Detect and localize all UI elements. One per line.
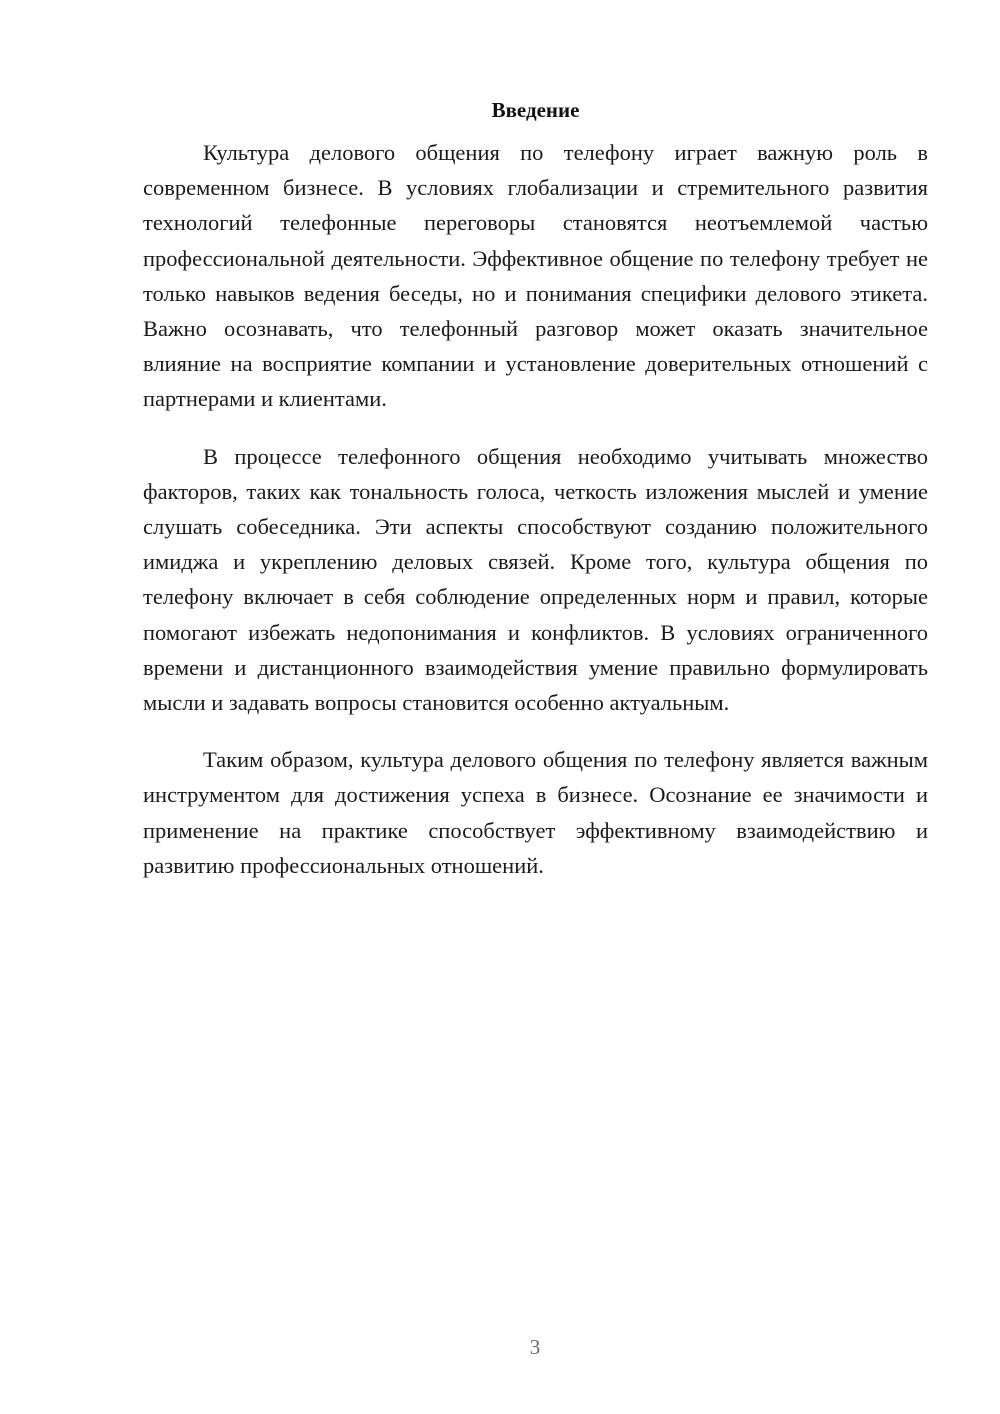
paragraph-3: Таким образом, культура делового общения по телефону является важным инструментом для достижения успеха в бизнесе. Осознание ее значимости и применение на практике способствует эффективному взаимодействию и развитию профессиональных отношений.: [143, 747, 928, 878]
paragraph-2: В процессе телефонного общения необходимо учитывать множество факторов, таких как тональность голоса, четкость изложения мыслей и умение слушать собеседника. Эти аспекты способствуют созданию положительного имиджа и укреплению деловых связей. Кроме того, культура общения по телефону включает в себя соблюдение определенных норм и правил, которые помогают избежать недопонимания и конфликтов. В условиях ограниченного времени и дистанционного взаимодействия умение правильно формулировать мысли и задавать вопросы становится особенно актуальным.: [143, 443, 928, 716]
page-number: 3: [529, 1335, 541, 1359]
section-heading: Введение: [491, 98, 580, 122]
paragraph-1: Культура делового общения по телефону играет важную роль в современном бизнесе. В условиях глобализации и стремительного развития технологий телефонные переговоры становятся неотъемлемой частью профессиональной деятельности. Эффективное общение по телефону требует не только навыков ведения беседы, но и понимания специфики делового этикета. Важно осознавать, что телефонный разговор может оказать значительное влияние на восприятие компании и установление доверительных отношений с партнерами и клиентами.: [143, 140, 928, 412]
page-content: [143, 95, 928, 883]
